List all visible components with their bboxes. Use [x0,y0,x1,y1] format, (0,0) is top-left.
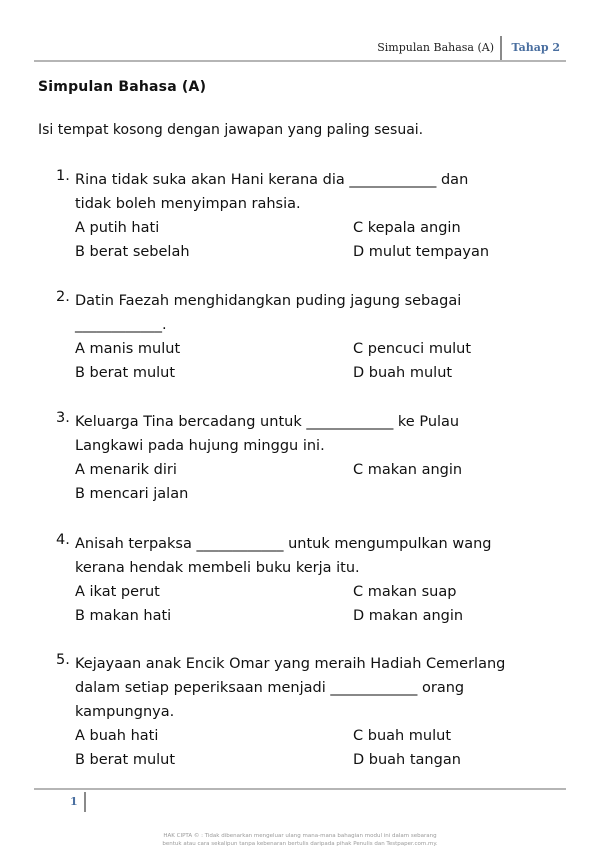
option-c[interactable]: C pencuci mulut [353,341,472,357]
question-line: ____________. [75,317,167,333]
instruction: Isi tempat kosong dengan jawapan yang paling sesuai. [38,122,424,138]
question-number: 4. [56,532,70,548]
question-text [75,168,556,216]
question-text [75,652,556,724]
question-text [75,532,556,580]
page-header [34,36,566,62]
question-line: Kejayaan anak Encik Omar yang meraih Hadiah Cemerlang [75,656,506,672]
option-d[interactable]: D makan angin [353,608,464,624]
question-3 [56,410,556,506]
question-line: Datin Faezah menghidangkan puding jagung sebagai [75,293,462,309]
option-a[interactable]: A menarik diri [75,462,177,478]
option-a[interactable]: A manis mulut [75,341,181,357]
question-line: kerana hendak membeli buku kerja itu. [75,560,360,576]
option-b[interactable]: B berat mulut [75,365,176,381]
page-title: Simpulan Bahasa (A) [38,79,207,95]
header-divider [500,36,502,60]
question-line: Langkawi pada hujung minggu ini. [75,438,325,454]
copyright-notice [110,832,490,848]
options [75,580,556,628]
header-tahap: Tahap 2 [511,41,560,54]
copyright-line: bentuk atau cara sekalipun tanpa kebenaran bertulis daripada pihak Penulis dan Testpaper.com.my. [162,841,438,847]
option-c[interactable]: C makan angin [353,462,463,478]
options [75,724,556,772]
option-b[interactable]: B makan hati [75,608,172,624]
option-a[interactable]: A buah hati [75,728,159,744]
option-d[interactable]: D buah mulut [353,365,453,381]
question-line: Anisah terpaksa ____________ untuk mengumpulkan wang [75,536,492,552]
question-2 [56,289,556,385]
question-line: Rina tidak suka akan Hani kerana dia ____________ dan [75,172,469,188]
question-1 [56,168,556,264]
header-title: Simpulan Bahasa (A) [377,41,494,54]
question-line: dalam setiap peperiksaan menjadi ____________ orang [75,680,465,696]
options [75,458,556,506]
page-number: 1 [70,795,78,808]
question-line: kampungnya. [75,704,175,720]
footer-divider [84,792,86,812]
option-d[interactable]: D mulut tempayan [353,244,490,260]
question-5 [56,652,556,772]
option-c[interactable]: C buah mulut [353,728,452,744]
question-number: 3. [56,410,70,426]
option-empty [353,482,573,506]
option-a[interactable]: A putih hati [75,220,160,236]
option-a[interactable]: A ikat perut [75,584,160,600]
option-b[interactable]: B berat mulut [75,752,176,768]
option-d[interactable]: D buah tangan [353,752,461,768]
option-c[interactable]: C kepala angin [353,220,461,236]
page-footer [34,788,566,812]
options [75,337,556,385]
question-number: 5. [56,652,70,668]
question-4 [56,532,556,628]
option-b[interactable]: B mencari jalan [75,486,189,502]
question-number: 2. [56,289,70,305]
option-b[interactable]: B berat sebelah [75,244,190,260]
question-number: 1. [56,168,70,184]
question-line: Keluarga Tina bercadang untuk ____________ ke Pulau [75,414,460,430]
question-line: tidak boleh menyimpan rahsia. [75,196,301,212]
copyright-line: HAK CIPTA © : Tidak dibenarkan mengeluar ulang mana-mana bahagian modul ini dalam sebarang [163,833,437,839]
option-c[interactable]: C makan suap [353,584,457,600]
options [75,216,556,264]
question-text [75,410,556,458]
question-text [75,289,556,337]
